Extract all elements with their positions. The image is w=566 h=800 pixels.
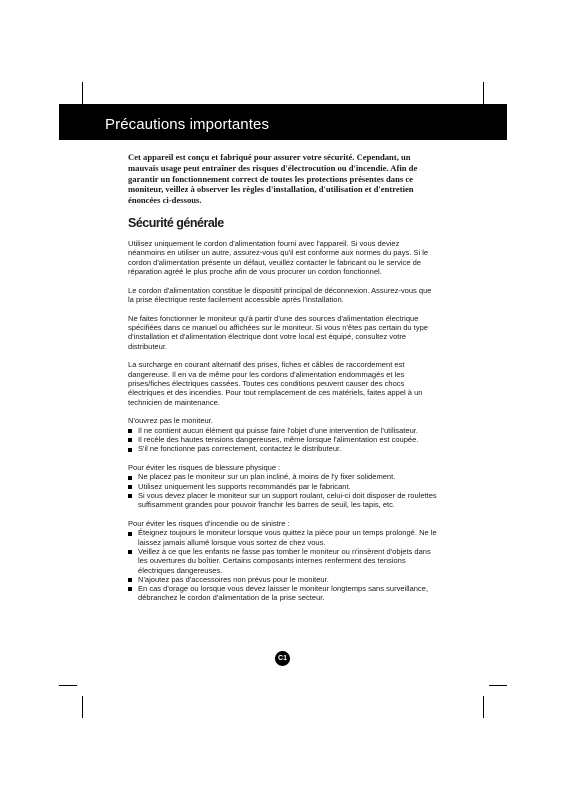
crop-mark-bottom-right — [483, 696, 484, 718]
bullet-list — [128, 426, 437, 454]
crop-mark-top-left — [82, 82, 83, 104]
paragraph: Ne faites fonctionner le moniteur qu'à partir d'une des sources d'alimentation électrique spécifiées dans ce manuel ou affichées sur le moniteur. Si vous n'êtes pas certain du type d'installation et d'alimentation électrique dont votre local est équipé, consultez votre distributeur. — [128, 313, 428, 351]
list-item — [128, 547, 437, 575]
bullet-list — [128, 472, 437, 509]
list-item — [128, 435, 437, 444]
bullet-icon — [128, 476, 132, 480]
bullet-icon — [128, 448, 132, 452]
list-heading: Pour éviter les risques de blessure physique : — [128, 463, 281, 473]
list-heading: Pour éviter les risques d'incendie ou de sinistre : — [128, 519, 290, 529]
crop-mark-mid-left — [59, 685, 77, 686]
list-item — [128, 491, 437, 510]
section-title: Sécurité générale — [128, 215, 224, 230]
list-item-text: En cas d'orage ou lorsque vous devez laisser le moniteur longtemps sans surveillance, débranchez le cordon d'alimentation de la prise secteur. — [138, 584, 429, 603]
content — [128, 152, 437, 612]
list-heading: N'ouvrez pas le moniteur. — [128, 416, 213, 426]
bullet-icon — [128, 485, 132, 489]
paragraph: Le cordon d'alimentation constitue le dispositif principal de déconnexion. Assurez-vous que la prise électrique reste facilement accessible après l'installation. — [128, 285, 432, 304]
list-item-text: Utilisez uniquement les supports recommandés par le fabricant. — [138, 481, 351, 491]
list-item-text: Éteignez toujours le moniteur lorsque vous quittez la pièce pour un temps prolongé. Ne le laissez jamais allumé lorsque vous sortez de chez vous. — [138, 528, 437, 547]
bullet-icon — [128, 494, 132, 498]
list-item — [128, 584, 437, 603]
page-number-badge: C1 — [275, 651, 290, 666]
list-item-text: Veillez à ce que les enfants ne fasse pas tomber le moniteur ou n'insèrent d'objets dans les ouvertures du boîtier. Certains composants internes renferment des tensions électriques dangereuses. — [138, 547, 431, 575]
bullet-icon — [128, 550, 132, 554]
list-item — [128, 472, 437, 481]
list-item-text: Ne placez pas le moniteur sur un plan incliné, à moins de l'y fixer solidement. — [138, 472, 396, 482]
list-item-text: S'il ne fonctionne pas correctement, contactez le distributeur. — [138, 444, 342, 454]
list-item — [128, 444, 437, 453]
bullet-icon — [128, 587, 132, 591]
bullet-icon — [128, 429, 132, 433]
list-item-text: Il recèle des hautes tensions dangereuses, même lorsque l'alimentation est coupée. — [138, 435, 419, 445]
bullet-icon — [128, 438, 132, 442]
list-item-text: N'ajoutez pas d'accessoires non prévus pour le moniteur. — [138, 574, 329, 584]
list-item — [128, 575, 437, 584]
bullet-icon — [128, 532, 132, 536]
bullet-icon — [128, 578, 132, 582]
crop-mark-bottom-left — [82, 696, 83, 718]
bullet-list — [128, 528, 437, 602]
list-item — [128, 426, 437, 435]
paragraph: La surcharge en courant alternatif des prises, fiches et câbles de raccordement est dangereuse. Il en va de même pour les cordons d'alimentation endommagés et les prises/fiches électriques cassées. Toutes ces conditions peuvent causer des chocs électriques et des incendies. Pour tout remplacement de ces matériels, faites appel à un technicien de maintenance. — [128, 360, 423, 407]
crop-mark-mid-right — [489, 685, 507, 686]
list-item-text: Si vous devez placer le moniteur sur un support roulant, celui-ci doit disposer de roulettes suffisamment grandes pour pouvoir franchir les barres de seuil, les tapis, etc. — [138, 491, 437, 510]
page-title: Précautions importantes — [105, 116, 270, 133]
intro-paragraph: Cet appareil est conçu et fabriqué pour assurer votre sécurité. Cependant, un mauvais usage peut entraîner des risques d'électrocution ou d'incendie. Afin de garantir un fonctionnement correct de toutes les protections présentes dans ce moniteur, veillez à observer les règles d'installation, d'utilisation et d'entretien énoncées ci-dessous. — [128, 152, 418, 206]
paragraph: Utilisez uniquement le cordon d'alimentation fourni avec l'appareil. Si vous deviez néanmoins en utiliser un autre, assurez-vous qu'il est conforme aux normes du pays. Si le cordon d'alimentation présente un défaut, veuillez contacter le fabricant ou le service de réparation agréé le plus proche afin de vous procurer un cordon fonctionnel. — [128, 238, 429, 276]
list-item — [128, 528, 437, 547]
crop-mark-top-right — [483, 82, 484, 104]
list-item — [128, 482, 437, 491]
header-bar — [59, 104, 507, 140]
list-item-text: Il ne contient aucun élément qui puisse faire l'objet d'une intervention de l'utilisateur. — [138, 425, 418, 435]
